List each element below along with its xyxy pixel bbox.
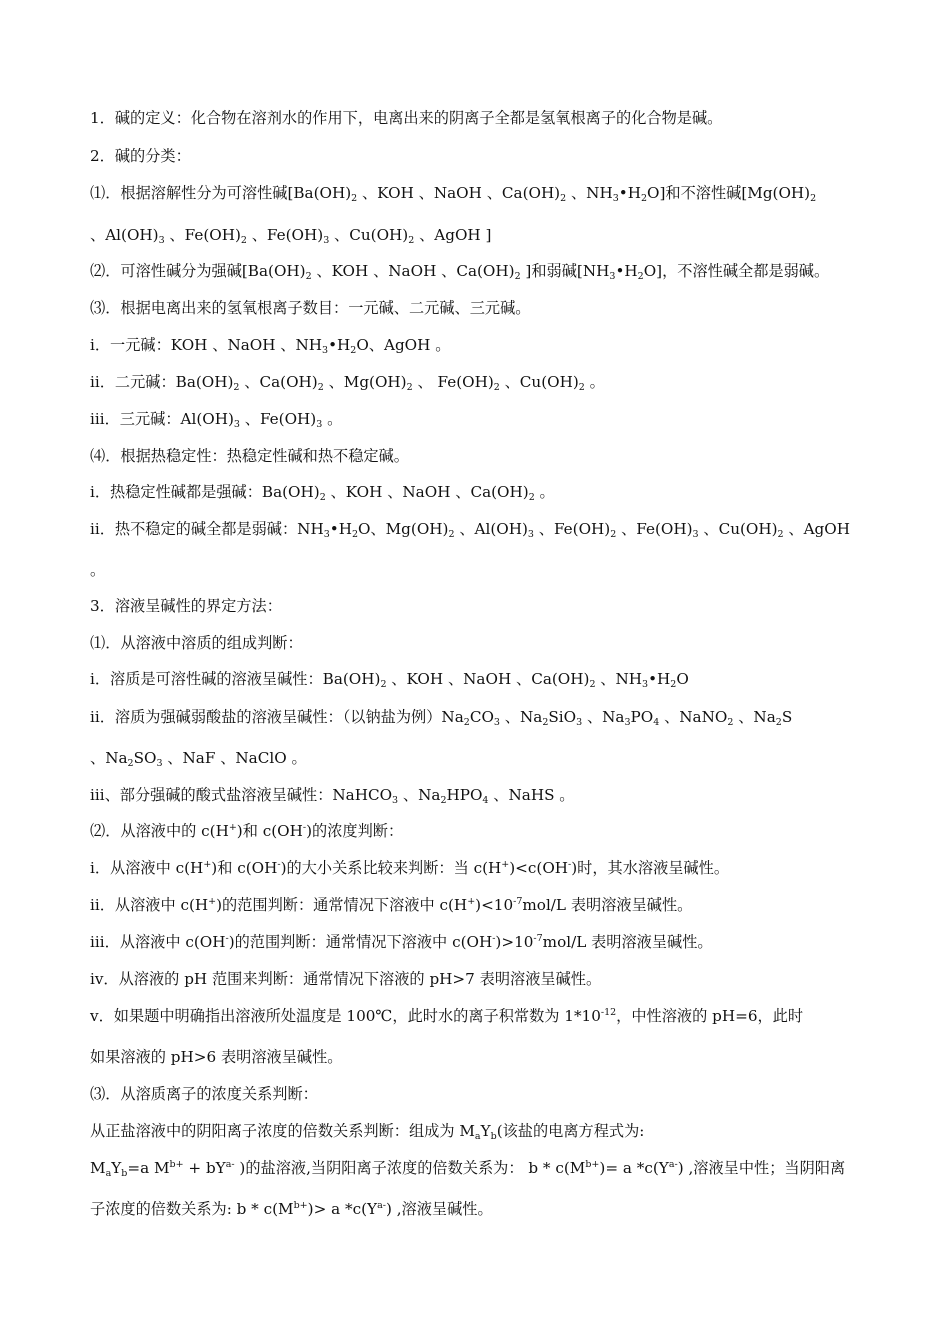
text-line-11: ⅰ．热稳定性碱都是强碱：$Ba(OH)_2$ 、KOH 、NaOH 、$Ca(OH)_2$ 。 — [90, 483, 555, 503]
text-line-29: $M_aY_b=a$ $M^{b+} + bY^{a-}$ )的盐溶液,当阴阳离子浓度的倍数关系为： $b * c(M^{b+})= a$ $*c(Y^{a-})$ ,溶液呈中性；当阴阳离 — [90, 1159, 846, 1179]
text-line-5: ⑵．可溶性碱分为强碱[$Ba(OH)_2$ 、KOH 、NaOH 、$Ca(OH)_2$ ]和弱碱$[NH_3•H_2O]$，不溶性碱全都是弱碱。 — [90, 262, 830, 282]
text-line-18: 、$Na_2SO_3$ 、NaF 、NaClO 。 — [90, 749, 307, 769]
text-line-27: ⑶．从溶质离子的浓度关系判断： — [90, 1085, 318, 1103]
text-line-24: ⅳ．从溶液的 pH 范围来判断：通常情况下溶液的 pH>7 表明溶液呈碱性。 — [90, 970, 602, 988]
text-line-16: ⅰ．溶质是可溶性碱的溶液呈碱性：$Ba(OH)_2$ 、KOH 、NaOH 、$Ca(OH)_2$ 、$NH_3•H_2O$ — [90, 670, 689, 690]
text-line-7: ⅰ．一元碱：KOH 、NaOH 、$NH_3•H_2O$、AgOH 。 — [90, 336, 451, 356]
text-line-28: 从正盐溶液中的阴阳离子浓度的倍数关系判断：组成为 $M_aY_b$(该盐的电离方程式为: — [90, 1122, 645, 1142]
text-line-1: 1．碱的定义：化合物在溶剂水的作用下，电离出来的阴离子全都是氢氧根离子的化合物是碱。 — [90, 109, 723, 127]
text-line-13: 。 — [90, 561, 106, 579]
text-line-6: ⑶．根据电离出来的氢氧根离子数目：一元碱、二元碱、三元碱。 — [90, 299, 531, 317]
text-line-21: ⅰ．从溶液中 c(H+)和 c(OH-)的大小关系比较来判断：当 c(H+)<c(OH-)时，其水溶液呈碱性。 — [90, 859, 730, 877]
text-line-2: 2．碱的分类： — [90, 147, 191, 165]
text-line-9: ⅲ．三元碱：$Al(OH)_3$ 、$Fe(OH)_3$ 。 — [90, 410, 343, 430]
text-line-10: ⑷．根据热稳定性：热稳定性碱和热不稳定碱。 — [90, 447, 409, 465]
text-line-26: 如果溶液的 pH>6 表明溶液呈碱性。 — [90, 1048, 343, 1066]
text-line-23: ⅲ．从溶液中 c(OH-)的范围判断：通常情况下溶液中 $c(OH^-)>10^{-7}mol/L$ 表明溶液呈碱性。 — [90, 933, 713, 951]
text-line-20: ⑵．从溶液中的 c(H+)和 c(OH-)的浓度判断： — [90, 822, 404, 840]
text-line-3: ⑴．根据溶解性分为可溶性碱[$Ba(OH)_2$ 、KOH 、NaOH 、$Ca(OH)_2$ 、$NH_3•H_2O$]和不溶性碱[$Mg(OH)_2$ — [90, 184, 817, 204]
text-line-19: ⅲ、部分强碱的酸式盐溶液呈碱性：NaHCO$_3$ 、$Na_2HPO_4$ 、NaHS 。 — [90, 786, 575, 806]
text-line-8: ⅱ．二元碱：$Ba(OH)_2$ 、$Ca(OH)_2$ 、$Mg(OH)_2$ 、 $Fe(OH)_2$ 、$Cu(OH)_2$ 。 — [90, 373, 605, 393]
text-line-12: ⅱ．热不稳定的碱全都是弱碱：$NH_3•H_2O$、$Mg(OH)_2$ 、$Al(OH)_3$ 、$Fe(OH)_2$ 、$Fe(OH)_3$ 、$Cu(OH)_2$ 、AgOH — [90, 520, 850, 540]
text-line-17: ⅱ．溶质为强碱弱酸盐的溶液呈碱性：（以钠盐为例）$Na_2CO_3$ 、$Na_2SiO_3$ 、$Na_3PO_4$ 、NaNO$_2$ 、$Na_2S$ — [90, 708, 793, 728]
text-line-14: 3．溶液呈碱性的界定方法： — [90, 597, 282, 615]
text-line-22: ⅱ．从溶液中 c(H+)的范围判断：通常情况下溶液中 $c(H^+)<10^{-7}mol/L$ 表明溶液呈碱性。 — [90, 896, 693, 914]
text-line-30: 子浓度的倍数关系为: $b * c(M^{b+})> a$ $*c(Y^{a-})$ ,溶液呈碱性。 — [90, 1200, 493, 1218]
text-line-25: ⅴ．如果题中明确指出溶液所处温度是 100℃，此时水的离子积常数为 $1*10^{-12}$，中性溶液的 pH=6，此时 — [90, 1007, 804, 1025]
text-line-15: ⑴．从溶液中溶质的组成判断： — [90, 634, 303, 652]
text-line-4: 、$Al(OH)_3$ 、$Fe(OH)_2$ 、$Fe(OH)_3$ 、$Cu(OH)_2$ 、AgOH ] — [90, 226, 492, 246]
